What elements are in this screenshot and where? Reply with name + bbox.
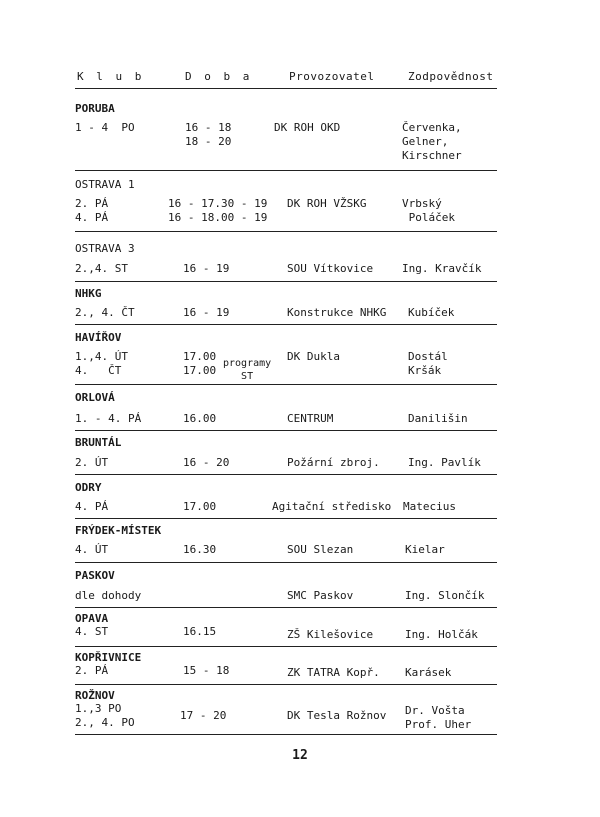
section-rule	[75, 684, 497, 685]
header-zodpovednost: Zodpovědnost	[408, 70, 494, 83]
header-provozovatel: Provozovatel	[289, 70, 375, 83]
row-place: ZŠ Kilešovice	[287, 628, 374, 641]
section-rule	[75, 562, 497, 563]
section-rule	[75, 231, 497, 232]
row-day: 1 - 4 PO	[75, 121, 135, 134]
section-name: OSTRAVA 1	[75, 178, 135, 191]
header-rule	[75, 88, 497, 89]
row-place: CENTRUM	[287, 412, 334, 425]
row-day: 1.,3 PO 2., 4. PO	[75, 702, 135, 729]
section-name: OSTRAVA 3	[75, 242, 135, 255]
row-time: 16 - 18 18 - 20	[185, 121, 232, 148]
section-rule	[75, 324, 497, 325]
section-rule	[75, 518, 497, 519]
row-time: 17 - 20	[180, 709, 227, 722]
row-person: Matecius	[403, 500, 456, 513]
row-place: Konstrukce NHKG	[287, 306, 387, 319]
row-person: Kielar	[405, 543, 445, 556]
row-day: 1. - 4. PÁ	[75, 412, 142, 425]
header-klub: K l u b	[77, 70, 145, 83]
row-person: Ing. Pavlík	[408, 456, 481, 469]
row-time: 16.30	[183, 543, 217, 556]
section-name: BRUNTÁL	[75, 436, 122, 449]
row-person: Karásek	[405, 666, 452, 679]
section-name: OPAVA	[75, 612, 109, 625]
section-name: PORUBA	[75, 102, 115, 115]
row-time: 16 - 17.30 - 19 16 - 18.00 - 19	[168, 197, 268, 224]
row-place: DK ROH OKD	[274, 121, 341, 134]
row-place: ZK TATRA Kopř.	[287, 666, 380, 679]
section-rule	[75, 281, 497, 282]
row-day: 2.,4. ST	[75, 262, 128, 275]
row-person: Ing. Holčák	[405, 628, 478, 641]
row-day: 2. PÁ 4. PÁ	[75, 197, 109, 224]
row-day: 4. ST	[75, 625, 109, 638]
row-time: 16 - 20	[183, 456, 230, 469]
row-place: DK Tesla Rožnov	[287, 709, 387, 722]
section-name: PASKOV	[75, 569, 115, 582]
section-name: KOPŘIVNICE	[75, 651, 142, 664]
row-place: Agitační středisko	[272, 500, 392, 513]
row-place: SOU Slezan	[287, 543, 354, 556]
row-time: 16.15	[183, 625, 217, 638]
row-day: 4. PÁ	[75, 500, 109, 513]
row-day: 4. ÚT	[75, 543, 109, 556]
row-day: 2. ÚT	[75, 456, 109, 469]
row-person: Dr. Vošta Prof. Uher	[405, 704, 472, 731]
row-day: 2., 4. ČT	[75, 306, 135, 319]
row-place: SMC Paskov	[287, 589, 354, 602]
row-time: 15 - 18	[183, 664, 230, 677]
row-day: dle dohody	[75, 589, 142, 602]
row-person: Červenka, Gelner, Kirschner	[402, 121, 462, 162]
section-rule	[75, 734, 497, 735]
row-day: 2. PÁ	[75, 664, 109, 677]
section-name: NHKG	[75, 287, 102, 300]
row-person: Ing. Slončík	[405, 589, 485, 602]
section-rule	[75, 646, 497, 647]
section-name: FRÝDEK-MÍSTEK	[75, 524, 162, 537]
row-place: Požární zbroj.	[287, 456, 380, 469]
row-time: 17.00 17.00	[183, 350, 217, 377]
row-time: 16 - 19	[183, 306, 230, 319]
row-time: 16 - 19	[183, 262, 230, 275]
row-place: DK ROH VŽSKG	[287, 197, 367, 210]
section-rule	[75, 170, 497, 171]
row-time: 17.00	[183, 500, 217, 513]
section-rule	[75, 430, 497, 431]
row-place: DK Dukla	[287, 350, 340, 363]
row-day: 1.,4. ÚT 4. ČT	[75, 350, 128, 377]
row-person: Dostál Kršák	[408, 350, 448, 377]
header-doba: D o b a	[185, 70, 253, 83]
row-person: Kubíček	[408, 306, 455, 319]
row-person: Danilišin	[408, 412, 468, 425]
section-name: ORLOVÁ	[75, 391, 115, 404]
row-person: Ing. Kravčík	[402, 262, 482, 275]
page-number: 12	[292, 748, 308, 763]
row-time: 16.00	[183, 412, 217, 425]
section-rule	[75, 474, 497, 475]
section-rule	[75, 384, 497, 385]
row-place: SOU Vítkovice	[287, 262, 374, 275]
section-name: HAVÍŘOV	[75, 331, 122, 344]
section-name: ODRY	[75, 481, 102, 494]
section-name: ROŽNOV	[75, 689, 115, 702]
row-time-note: programy ST	[223, 358, 272, 382]
row-person: Vrbský Poláček	[402, 197, 455, 224]
section-rule	[75, 607, 497, 608]
